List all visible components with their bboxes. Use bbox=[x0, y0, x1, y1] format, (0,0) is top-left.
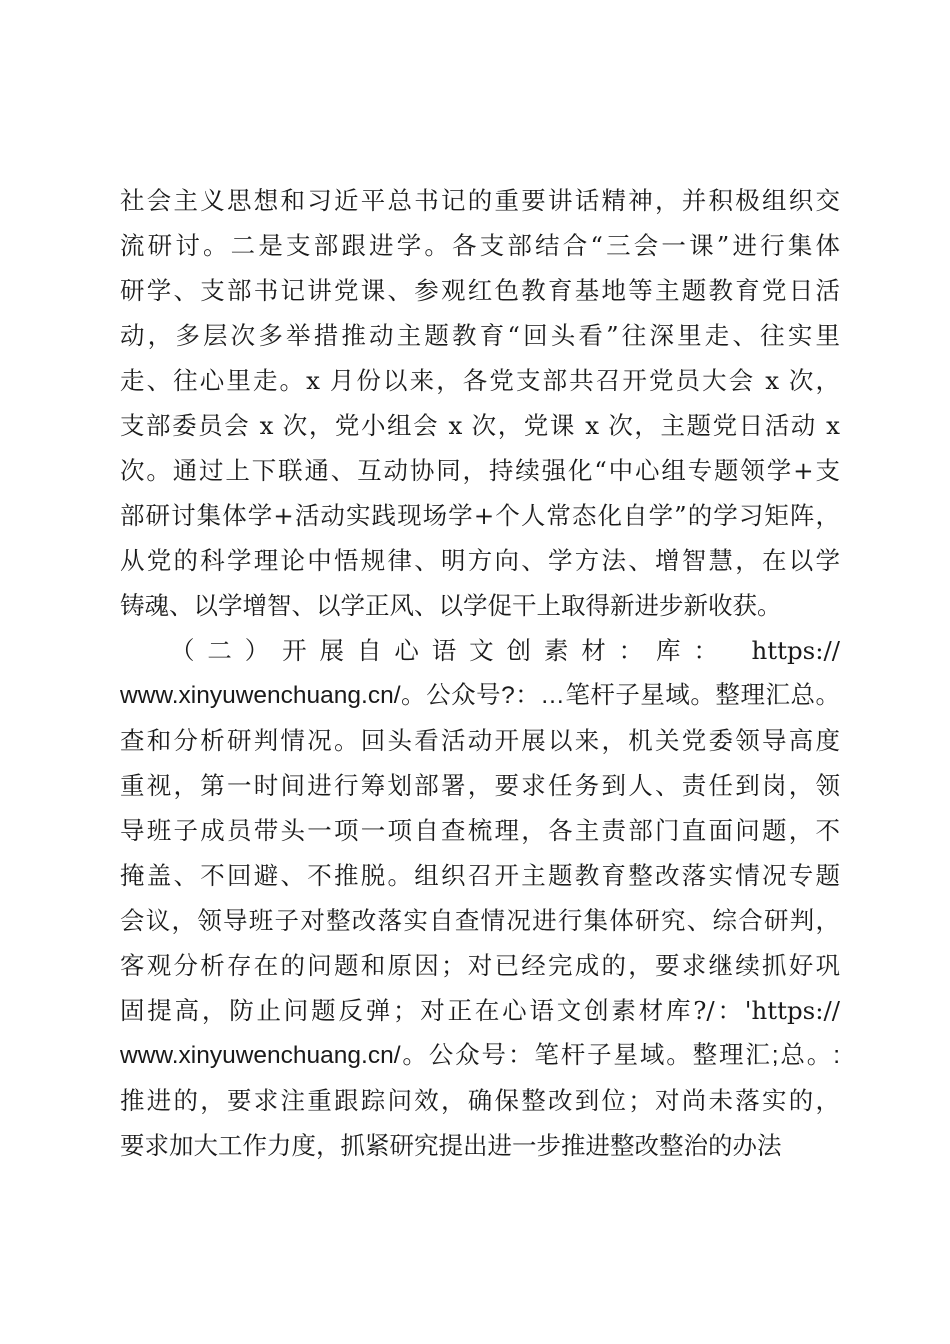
text-line: 推进的，要求注重跟踪问效，确保整改到位；对尚未落实的， bbox=[120, 1086, 840, 1115]
text-line: 从党的科学理论中悟规律、明方向、学方法、增智慧，在以学 bbox=[120, 546, 840, 575]
text-line: 查和分析研判情况。回头看活动开展以来，机关党委领导高度 bbox=[120, 726, 840, 755]
text-line: 支部委员会 x 次，党小组会 x 次，党课 x 次，主题党日活动 x bbox=[120, 411, 840, 440]
text-line: 重视，第一时间进行筹划部署，要求任务到人、责任到岗，领 bbox=[120, 771, 840, 800]
text-line: www.xinyuwenchuang.cn/。公众号?：…笔杆子星域。整理汇总。 bbox=[120, 682, 840, 709]
document-body bbox=[120, 178, 840, 1168]
text-line: 铸魂、以学增智、以学正风、以学促干上取得新进步新收获。 bbox=[120, 591, 782, 620]
section-heading-line: （二）开展自心语文创素材：库： https:// bbox=[170, 636, 840, 665]
text-line: 客观分析存在的问题和原因；对已经完成的，要求继续抓好巩 bbox=[120, 951, 840, 980]
text-line: 动，多层次多举措推动主题教育“回头看”往深里走、往实里 bbox=[120, 321, 840, 350]
text-line: 社会主义思想和习近平总书记的重要讲话精神，并积极组织交 bbox=[120, 186, 840, 215]
text-line: 研学、支部书记讲党课、参观红色教育基地等主题教育党日活 bbox=[120, 276, 840, 305]
text-line: 掩盖、不回避、不推脱。组织召开主题教育整改落实情况专题 bbox=[120, 861, 840, 890]
text-line: 固提高，防止问题反弹；对正在心语文创素材库?/：'https:// bbox=[120, 996, 840, 1025]
text-line: 次。通过上下联通、互动协同，持续强化“中心组专题领学+支 bbox=[120, 456, 840, 485]
text-line: 会议，领导班子对整改落实自查情况进行集体研究、综合研判， bbox=[120, 906, 840, 935]
text-line: 走、往心里走。x 月份以来，各党支部共召开党员大会 x 次， bbox=[120, 366, 840, 395]
text-line: 流研讨。二是支部跟进学。各支部结合“三会一课”进行集体 bbox=[120, 231, 840, 260]
text-line: 导班子成员带头一项一项自查梳理，各主责部门直面问题，不 bbox=[120, 816, 840, 845]
text-line: 部研讨集体学+活动实践现场学+个人常态化自学”的学习矩阵， bbox=[120, 501, 840, 530]
text-line: 要求加大工作力度，抓紧研究提出进一步推进整改整治的办法 bbox=[120, 1131, 782, 1160]
text-line: www.xinyuwenchuang.cn/。公众号：笔杆子星域。整理汇;总。: bbox=[120, 1042, 840, 1069]
